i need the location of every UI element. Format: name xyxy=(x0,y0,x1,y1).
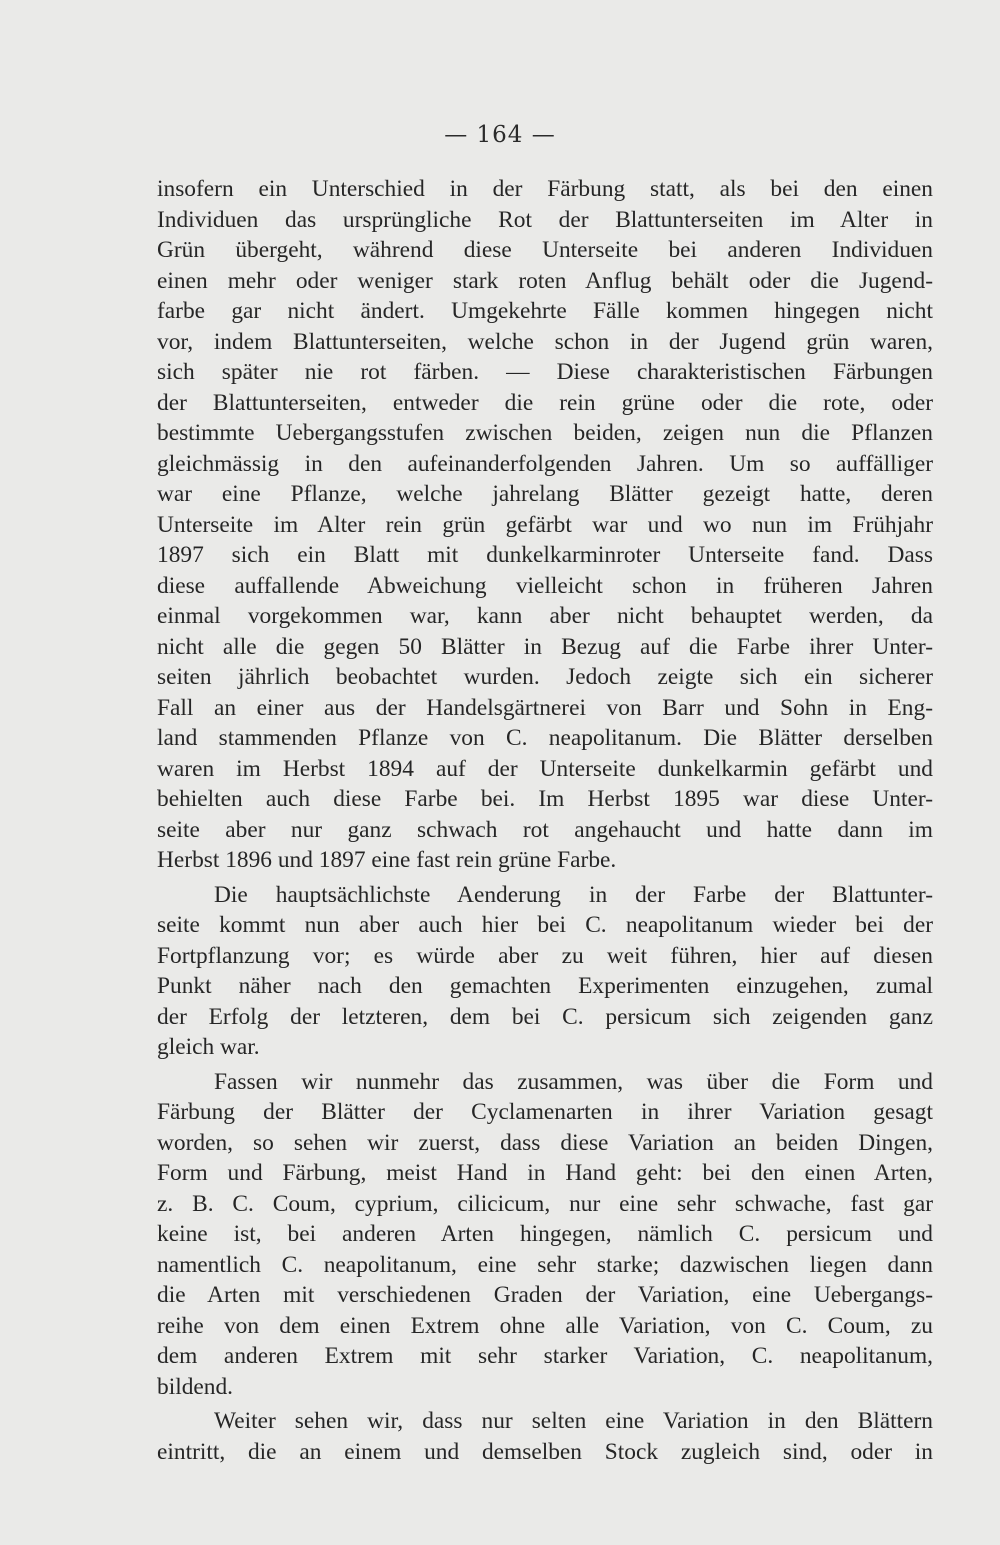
paragraph xyxy=(157,1067,933,1403)
text-line: vor, indem Blattunterseiten, welche schon in der Jugend grün waren, xyxy=(157,328,933,355)
text-line: Form und Färbung, meist Hand in Hand geht: bei den einen Arten, xyxy=(157,1160,933,1186)
text-line: waren im Herbst 1894 auf der Unterseite dunkelkarmin gefärbt und xyxy=(157,755,933,782)
text-line: Grün übergeht, während diese Unterseite bei anderen Individuen xyxy=(157,237,933,263)
text-line: Fortpflanzung vor; es würde aber zu weit führen, hier auf diesen xyxy=(157,942,933,969)
text-line: bildend. xyxy=(157,1373,234,1400)
page-number: — 164 — xyxy=(444,122,556,148)
text-line: bestimmte Uebergangsstufen zwischen beiden, zeigen nun die Pflanzen xyxy=(157,420,933,446)
text-line: Herbst 1896 und 1897 eine fast rein grüne Farbe. xyxy=(157,847,617,873)
body-text xyxy=(157,174,933,1467)
text-line: diese auffallende Abweichung vielleicht schon in früheren Jahren xyxy=(157,572,933,599)
text-line: Fassen wir nunmehr das zusammen, was über die Form und xyxy=(214,1068,933,1095)
text-line: reihe von dem einen Extrem ohne alle Variation, von C. Coum, zu xyxy=(157,1312,933,1339)
text-line: behielten auch diese Farbe bei. Im Herbst 1895 war diese Unter- xyxy=(157,786,933,812)
text-line: gleichmässig in den aufeinanderfolgenden Jahren. Um so auffälliger xyxy=(157,450,933,477)
text-line: der Erfolg der letzteren, dem bei C. persicum sich zeigenden ganz xyxy=(157,1003,933,1030)
text-line: 1897 sich ein Blatt mit dunkelkarminroter Unterseite fand. Dass xyxy=(157,542,933,568)
text-line: Unterseite im Alter rein grün gefärbt war und wo nun im Frühjahr xyxy=(157,511,933,538)
text-line: Die hauptsächlichste Aenderung in der Farbe der Blattunter- xyxy=(214,881,933,908)
text-line: Individuen das ursprüngliche Rot der Blattunterseiten im Alter in xyxy=(157,206,933,233)
text-line: Punkt näher nach den gemachten Experimenten einzugehen, zumal xyxy=(157,973,933,999)
text-line: keine ist, bei anderen Arten hingegen, nämlich C. persicum und xyxy=(157,1221,933,1247)
text-line: sich später nie rot färben. — Diese charakteristischen Färbungen xyxy=(157,359,933,385)
text-line: war eine Pflanze, welche jahrelang Blätter gezeigt hatte, deren xyxy=(157,481,933,507)
text-line: z. B. C. Coum, cyprium, cilicicum, nur eine sehr schwache, fast gar xyxy=(157,1190,933,1217)
text-line: einmal vorgekommen war, kann aber nicht behauptet werden, da xyxy=(157,603,933,629)
paragraph xyxy=(157,174,933,876)
text-line: namentlich C. neapolitanum, eine sehr starke; dazwischen liegen dann xyxy=(157,1251,933,1278)
text-line: seiten jährlich beobachtet wurden. Jedoch zeigte sich ein sicherer xyxy=(157,664,933,690)
paragraph xyxy=(157,880,933,1063)
text-line: gleich war. xyxy=(157,1034,260,1060)
text-line: Fall an einer aus der Handelsgärtnerei von Barr und Sohn in Eng- xyxy=(157,694,933,721)
text-line: insofern ein Unterschied in der Färbung statt, als bei den einen xyxy=(157,176,933,202)
text-line: seite kommt nun aber auch hier bei C. neapolitanum wieder bei der xyxy=(157,912,933,938)
paragraph xyxy=(157,1406,933,1467)
text-line: seite aber nur ganz schwach rot angehaucht und hatte dann im xyxy=(157,816,933,843)
text-line: eintritt, die an einem und demselben Stock zugleich sind, oder in xyxy=(157,1438,933,1465)
text-line: nicht alle die gegen 50 Blätter in Bezug auf die Farbe ihrer Unter- xyxy=(157,633,933,660)
text-line: einen mehr oder weniger stark roten Anflug behält oder die Jugend- xyxy=(157,267,933,294)
text-line: der Blattunterseiten, entweder die rein grüne oder die rote, oder xyxy=(157,389,933,416)
text-line: die Arten mit verschiedenen Graden der Variation, eine Uebergangs- xyxy=(157,1282,933,1308)
text-line: worden, so sehen wir zuerst, dass diese Variation an beiden Dingen, xyxy=(157,1129,933,1156)
text-line: land stammenden Pflanze von C. neapolitanum. Die Blätter derselben xyxy=(157,725,933,751)
text-line: farbe gar nicht ändert. Umgekehrte Fälle kommen hingegen nicht xyxy=(157,298,933,324)
text-line: dem anderen Extrem mit sehr starker Variation, C. neapolitanum, xyxy=(157,1343,933,1369)
text-line: Weiter sehen wir, dass nur selten eine Variation in den Blättern xyxy=(214,1408,933,1434)
text-line: Färbung der Blätter der Cyclamenarten in ihrer Variation gesagt xyxy=(157,1099,933,1125)
